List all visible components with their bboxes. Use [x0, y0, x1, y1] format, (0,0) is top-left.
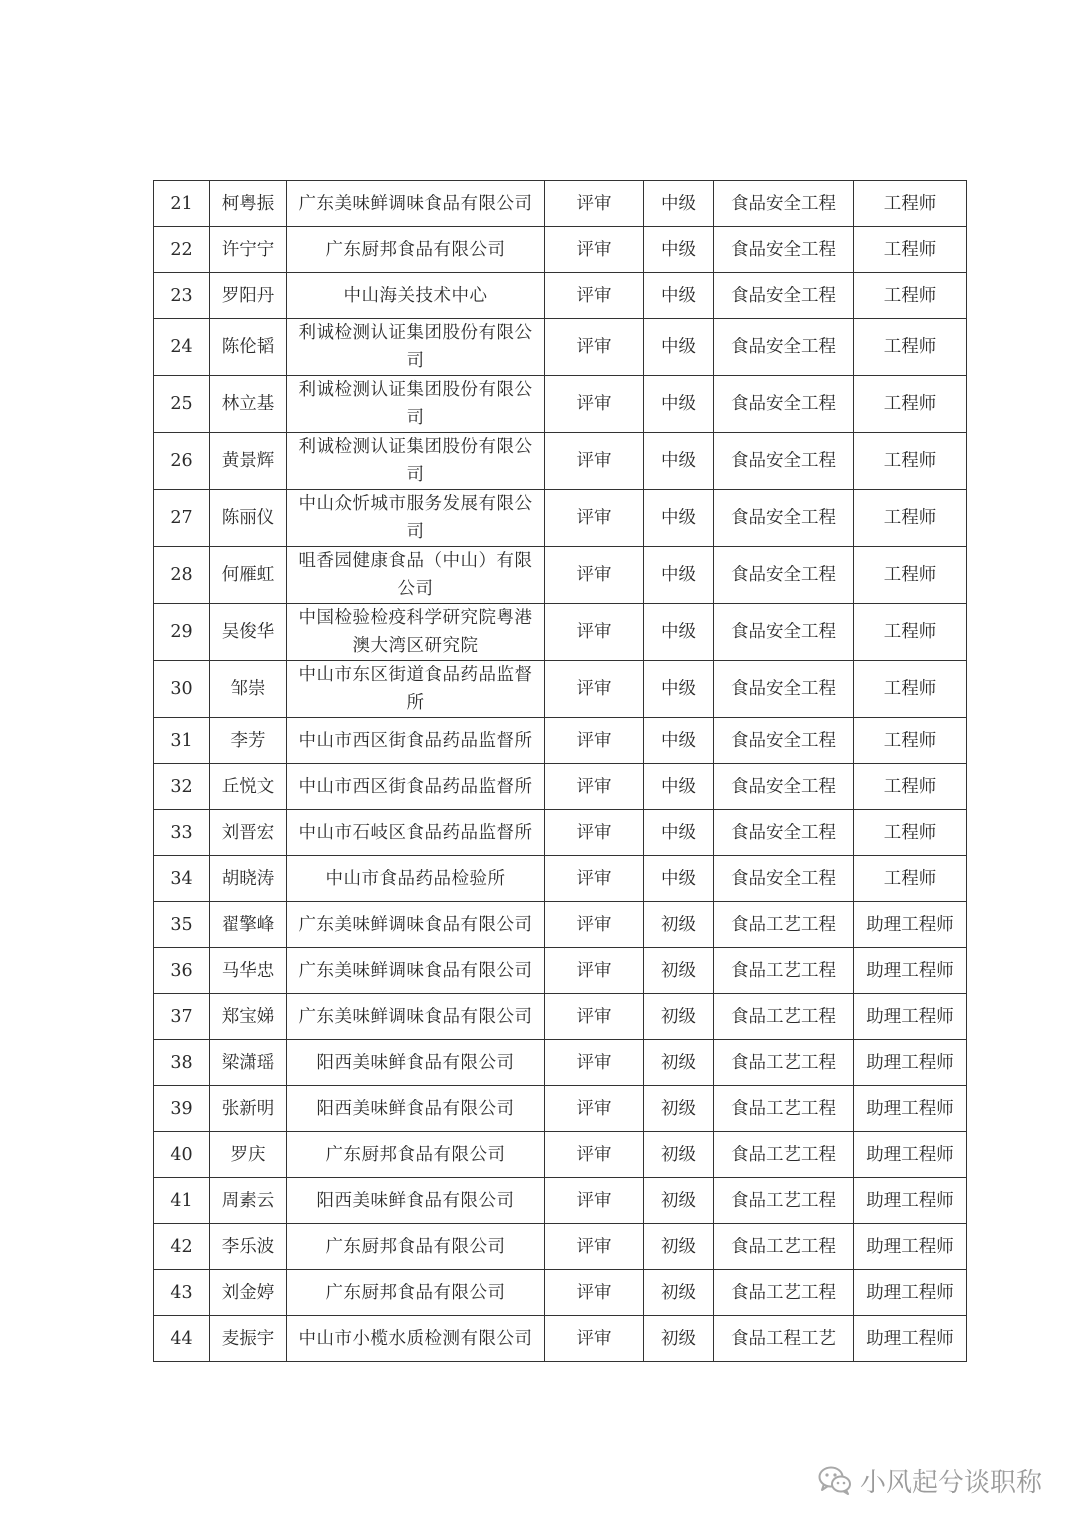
title-cell: 工程师: [854, 227, 967, 273]
method-cell: 评审: [545, 1224, 644, 1270]
row-number-cell: 28: [154, 547, 210, 604]
title-cell: 助理工程师: [854, 1178, 967, 1224]
watermark: [818, 1460, 1042, 1500]
level-cell: 中级: [644, 547, 714, 604]
organization-cell: 阳西美味鲜食品有限公司: [287, 1040, 545, 1086]
title-cell: 工程师: [854, 856, 967, 902]
specialty-cell: 食品安全工程: [714, 547, 854, 604]
name-cell: 柯粤振: [210, 181, 287, 227]
table-row: [154, 1132, 967, 1178]
method-cell: 评审: [545, 856, 644, 902]
personnel-table: [153, 180, 967, 1362]
row-number-cell: 35: [154, 902, 210, 948]
row-number-cell: 25: [154, 376, 210, 433]
level-cell: 中级: [644, 181, 714, 227]
name-cell: 吴俊华: [210, 604, 287, 661]
organization-cell: 广东美味鲜调味食品有限公司: [287, 948, 545, 994]
title-cell: 工程师: [854, 810, 967, 856]
specialty-cell: 食品安全工程: [714, 856, 854, 902]
row-number-cell: 31: [154, 718, 210, 764]
method-cell: 评审: [545, 718, 644, 764]
row-number-cell: 42: [154, 1224, 210, 1270]
name-cell: 罗阳丹: [210, 273, 287, 319]
level-cell: 初级: [644, 1224, 714, 1270]
level-cell: 中级: [644, 604, 714, 661]
title-cell: 助理工程师: [854, 1086, 967, 1132]
organization-cell: 广东美味鲜调味食品有限公司: [287, 994, 545, 1040]
method-cell: 评审: [545, 433, 644, 490]
organization-cell: 广东美味鲜调味食品有限公司: [287, 902, 545, 948]
method-cell: 评审: [545, 1316, 644, 1362]
specialty-cell: 食品工艺工程: [714, 1224, 854, 1270]
table-row: [154, 376, 967, 433]
table-row: [154, 902, 967, 948]
organization-cell: 中山市小榄水质检测有限公司: [287, 1316, 545, 1362]
level-cell: 初级: [644, 994, 714, 1040]
specialty-cell: 食品安全工程: [714, 227, 854, 273]
title-cell: 助理工程师: [854, 1316, 967, 1362]
specialty-cell: 食品安全工程: [714, 764, 854, 810]
table-row: [154, 856, 967, 902]
title-cell: 助理工程师: [854, 1224, 967, 1270]
level-cell: 初级: [644, 1316, 714, 1362]
specialty-cell: 食品安全工程: [714, 376, 854, 433]
table-row: [154, 273, 967, 319]
organization-cell: 广东厨邦食品有限公司: [287, 1224, 545, 1270]
method-cell: 评审: [545, 764, 644, 810]
row-number-cell: 44: [154, 1316, 210, 1362]
organization-cell: 中山市东区街道食品药品监督所: [287, 661, 545, 718]
table-row: [154, 1316, 967, 1362]
table-row: [154, 547, 967, 604]
row-number-cell: 36: [154, 948, 210, 994]
row-number-cell: 21: [154, 181, 210, 227]
name-cell: 胡晓涛: [210, 856, 287, 902]
name-cell: 陈丽仪: [210, 490, 287, 547]
table-row: [154, 994, 967, 1040]
name-cell: 梁潇瑶: [210, 1040, 287, 1086]
level-cell: 中级: [644, 227, 714, 273]
table-row: [154, 764, 967, 810]
level-cell: 中级: [644, 764, 714, 810]
method-cell: 评审: [545, 902, 644, 948]
table-row: [154, 227, 967, 273]
level-cell: 中级: [644, 319, 714, 376]
organization-cell: 中山众忻城市服务发展有限公司: [287, 490, 545, 547]
organization-cell: 利诚检测认证集团股份有限公司: [287, 376, 545, 433]
row-number-cell: 37: [154, 994, 210, 1040]
title-cell: 工程师: [854, 718, 967, 764]
specialty-cell: 食品工艺工程: [714, 1270, 854, 1316]
row-number-cell: 38: [154, 1040, 210, 1086]
method-cell: 评审: [545, 604, 644, 661]
title-cell: 工程师: [854, 273, 967, 319]
row-number-cell: 40: [154, 1132, 210, 1178]
title-cell: 工程师: [854, 661, 967, 718]
title-cell: 助理工程师: [854, 902, 967, 948]
name-cell: 麦振宇: [210, 1316, 287, 1362]
level-cell: 中级: [644, 810, 714, 856]
table-row: [154, 718, 967, 764]
specialty-cell: 食品安全工程: [714, 718, 854, 764]
specialty-cell: 食品安全工程: [714, 810, 854, 856]
title-cell: 工程师: [854, 433, 967, 490]
level-cell: 中级: [644, 376, 714, 433]
method-cell: 评审: [545, 1132, 644, 1178]
method-cell: 评审: [545, 1040, 644, 1086]
title-cell: 工程师: [854, 319, 967, 376]
name-cell: 李乐波: [210, 1224, 287, 1270]
name-cell: 郑宝娣: [210, 994, 287, 1040]
row-number-cell: 33: [154, 810, 210, 856]
row-number-cell: 23: [154, 273, 210, 319]
method-cell: 评审: [545, 547, 644, 604]
specialty-cell: 食品工艺工程: [714, 902, 854, 948]
name-cell: 刘晋宏: [210, 810, 287, 856]
method-cell: 评审: [545, 1086, 644, 1132]
title-cell: 工程师: [854, 490, 967, 547]
table-row: [154, 181, 967, 227]
title-cell: 工程师: [854, 604, 967, 661]
title-cell: 助理工程师: [854, 948, 967, 994]
name-cell: 张新明: [210, 1086, 287, 1132]
specialty-cell: 食品安全工程: [714, 604, 854, 661]
specialty-cell: 食品工艺工程: [714, 948, 854, 994]
level-cell: 初级: [644, 1086, 714, 1132]
row-number-cell: 39: [154, 1086, 210, 1132]
name-cell: 李芳: [210, 718, 287, 764]
organization-cell: 中国检验检疫科学研究院粤港澳大湾区研究院: [287, 604, 545, 661]
specialty-cell: 食品工艺工程: [714, 1132, 854, 1178]
table-row: [154, 1040, 967, 1086]
level-cell: 中级: [644, 433, 714, 490]
specialty-cell: 食品安全工程: [714, 181, 854, 227]
specialty-cell: 食品工艺工程: [714, 1178, 854, 1224]
method-cell: 评审: [545, 273, 644, 319]
organization-cell: 利诚检测认证集团股份有限公司: [287, 319, 545, 376]
level-cell: 中级: [644, 490, 714, 547]
organization-cell: 广东厨邦食品有限公司: [287, 1270, 545, 1316]
title-cell: 工程师: [854, 547, 967, 604]
organization-cell: 利诚检测认证集团股份有限公司: [287, 433, 545, 490]
method-cell: 评审: [545, 490, 644, 547]
name-cell: 陈伦韬: [210, 319, 287, 376]
level-cell: 初级: [644, 1270, 714, 1316]
organization-cell: 中山市西区街食品药品监督所: [287, 718, 545, 764]
specialty-cell: 食品工艺工程: [714, 1040, 854, 1086]
specialty-cell: 食品安全工程: [714, 490, 854, 547]
specialty-cell: 食品工艺工程: [714, 1086, 854, 1132]
table-body: [154, 181, 967, 1362]
organization-cell: 广东厨邦食品有限公司: [287, 1132, 545, 1178]
level-cell: 中级: [644, 273, 714, 319]
organization-cell: 咀香园健康食品（中山）有限公司: [287, 547, 545, 604]
method-cell: 评审: [545, 810, 644, 856]
row-number-cell: 32: [154, 764, 210, 810]
method-cell: 评审: [545, 948, 644, 994]
level-cell: 初级: [644, 948, 714, 994]
row-number-cell: 22: [154, 227, 210, 273]
title-cell: 助理工程师: [854, 994, 967, 1040]
organization-cell: 中山海关技术中心: [287, 273, 545, 319]
table-row: [154, 810, 967, 856]
table-row: [154, 433, 967, 490]
table-row: [154, 1270, 967, 1316]
row-number-cell: 30: [154, 661, 210, 718]
title-cell: 助理工程师: [854, 1040, 967, 1086]
title-cell: 助理工程师: [854, 1132, 967, 1178]
level-cell: 初级: [644, 1040, 714, 1086]
method-cell: 评审: [545, 181, 644, 227]
name-cell: 黄景辉: [210, 433, 287, 490]
method-cell: 评审: [545, 1178, 644, 1224]
title-cell: 工程师: [854, 764, 967, 810]
name-cell: 周素云: [210, 1178, 287, 1224]
table-row: [154, 490, 967, 547]
table-row: [154, 604, 967, 661]
watermark-text: 小风起兮谈职称: [860, 1467, 1043, 1498]
level-cell: 中级: [644, 718, 714, 764]
organization-cell: 中山市西区街食品药品监督所: [287, 764, 545, 810]
table-row: [154, 661, 967, 718]
method-cell: 评审: [545, 661, 644, 718]
name-cell: 翟擎峰: [210, 902, 287, 948]
name-cell: 邹崇: [210, 661, 287, 718]
level-cell: 初级: [644, 1132, 714, 1178]
specialty-cell: 食品安全工程: [714, 433, 854, 490]
organization-cell: 广东美味鲜调味食品有限公司: [287, 181, 545, 227]
method-cell: 评审: [545, 319, 644, 376]
title-cell: 工程师: [854, 181, 967, 227]
organization-cell: 中山市食品药品检验所: [287, 856, 545, 902]
row-number-cell: 27: [154, 490, 210, 547]
title-cell: 工程师: [854, 376, 967, 433]
name-cell: 林立基: [210, 376, 287, 433]
table-row: [154, 319, 967, 376]
table-row: [154, 1224, 967, 1270]
table-row: [154, 948, 967, 994]
method-cell: 评审: [545, 1270, 644, 1316]
organization-cell: 中山市石岐区食品药品监督所: [287, 810, 545, 856]
name-cell: 何雁虹: [210, 547, 287, 604]
level-cell: 中级: [644, 856, 714, 902]
name-cell: 罗庆: [210, 1132, 287, 1178]
specialty-cell: 食品安全工程: [714, 661, 854, 718]
level-cell: 初级: [644, 1178, 714, 1224]
specialty-cell: 食品安全工程: [714, 319, 854, 376]
table-row: [154, 1178, 967, 1224]
level-cell: 中级: [644, 661, 714, 718]
organization-cell: 广东厨邦食品有限公司: [287, 227, 545, 273]
row-number-cell: 41: [154, 1178, 210, 1224]
method-cell: 评审: [545, 227, 644, 273]
row-number-cell: 26: [154, 433, 210, 490]
specialty-cell: 食品安全工程: [714, 273, 854, 319]
name-cell: 丘悦文: [210, 764, 287, 810]
method-cell: 评审: [545, 376, 644, 433]
row-number-cell: 43: [154, 1270, 210, 1316]
name-cell: 马华忠: [210, 948, 287, 994]
row-number-cell: 29: [154, 604, 210, 661]
specialty-cell: 食品工程工艺: [714, 1316, 854, 1362]
method-cell: 评审: [545, 994, 644, 1040]
wechat-icon: [818, 1465, 852, 1495]
level-cell: 初级: [644, 902, 714, 948]
row-number-cell: 34: [154, 856, 210, 902]
name-cell: 刘金婷: [210, 1270, 287, 1316]
specialty-cell: 食品工艺工程: [714, 994, 854, 1040]
name-cell: 许宁宁: [210, 227, 287, 273]
table-row: [154, 1086, 967, 1132]
title-cell: 助理工程师: [854, 1270, 967, 1316]
row-number-cell: 24: [154, 319, 210, 376]
organization-cell: 阳西美味鲜食品有限公司: [287, 1086, 545, 1132]
organization-cell: 阳西美味鲜食品有限公司: [287, 1178, 545, 1224]
